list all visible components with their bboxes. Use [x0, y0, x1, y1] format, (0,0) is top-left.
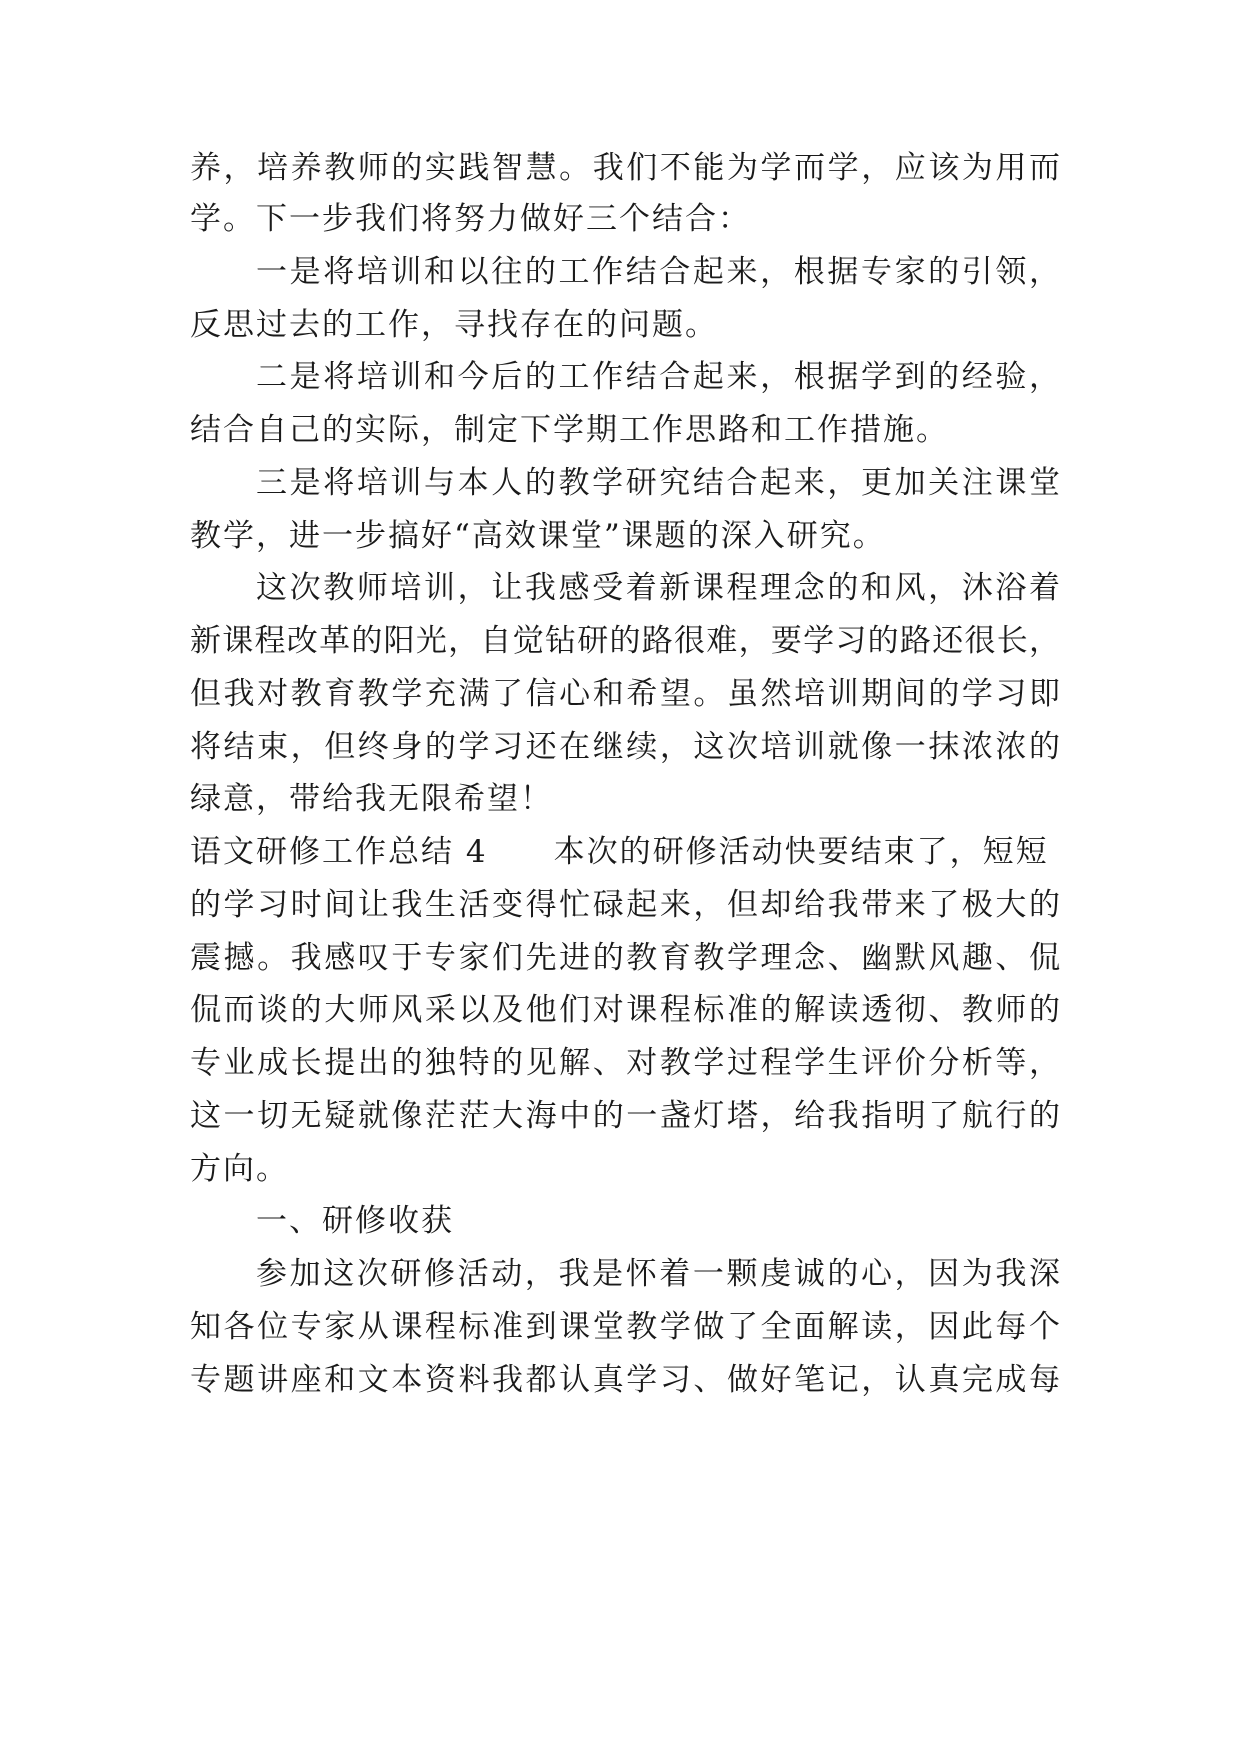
text-line: 这一切无疑就像茫茫大海中的一盏灯塔，给我指明了航行的	[190, 1098, 1060, 1134]
text-line: 震撼。我感叹于专家们先进的教育教学理念、幽默风趣、侃	[190, 940, 1060, 976]
text-line: 侃而谈的大师风采以及他们对课程标准的解读透彻、教师的	[190, 992, 1060, 1028]
text-line: 三是将培训与本人的教学研究结合起来，更加关注课堂	[256, 465, 1060, 501]
text-line: 专题讲座和文本资料我都认真学习、做好笔记，认真完成每	[190, 1362, 1060, 1398]
text-line: 知各位专家从课程标准到课堂教学做了全面解读，因此每个	[190, 1309, 1060, 1345]
section-heading-line: 语文研修工作总结 4 本次的研修活动快要结束了，短短	[190, 834, 1049, 870]
text-line: 这次教师培训，让我感受着新课程理念的和风，沐浴着	[256, 570, 1060, 606]
text-line: 参加这次研修活动，我是怀着一颗虔诚的心，因为我深	[256, 1256, 1060, 1292]
text-line: 教学，进一步搞好“高效课堂”课题的深入研究。	[190, 518, 886, 554]
text-line: 学。下一步我们将努力做好三个结合：	[190, 201, 751, 237]
text-line: 方向。	[190, 1151, 289, 1187]
text-line: 二是将培训和今后的工作结合起来，根据学到的经验，	[256, 359, 1060, 395]
text-line: 的学习时间让我生活变得忙碌起来，但却给我带来了极大的	[190, 887, 1060, 923]
text-line: 新课程改革的阳光，自觉钻研的路很难，要学习的路还很长，	[190, 623, 1060, 659]
text-line: 结合自己的实际，制定下学期工作思路和工作措施。	[190, 412, 949, 448]
text-line: 一是将培训和以往的工作结合起来，根据专家的引领，	[256, 254, 1060, 290]
text-line: 反思过去的工作，寻找存在的问题。	[190, 307, 718, 343]
text-line: 专业成长提出的独特的见解、对教学过程学生评价分析等，	[190, 1045, 1060, 1081]
text-line: 绿意，带给我无限希望！	[190, 781, 553, 817]
subheading-line: 一、研修收获	[256, 1203, 454, 1239]
text-line: 将结束，但终身的学习还在继续，这次培训就像一抹浓浓的	[190, 729, 1060, 765]
text-line: 养，培养教师的实践智慧。我们不能为学而学，应该为用而	[190, 150, 1060, 186]
text-line: 但我对教育教学充满了信心和希望。虽然培训期间的学习即	[190, 676, 1060, 712]
